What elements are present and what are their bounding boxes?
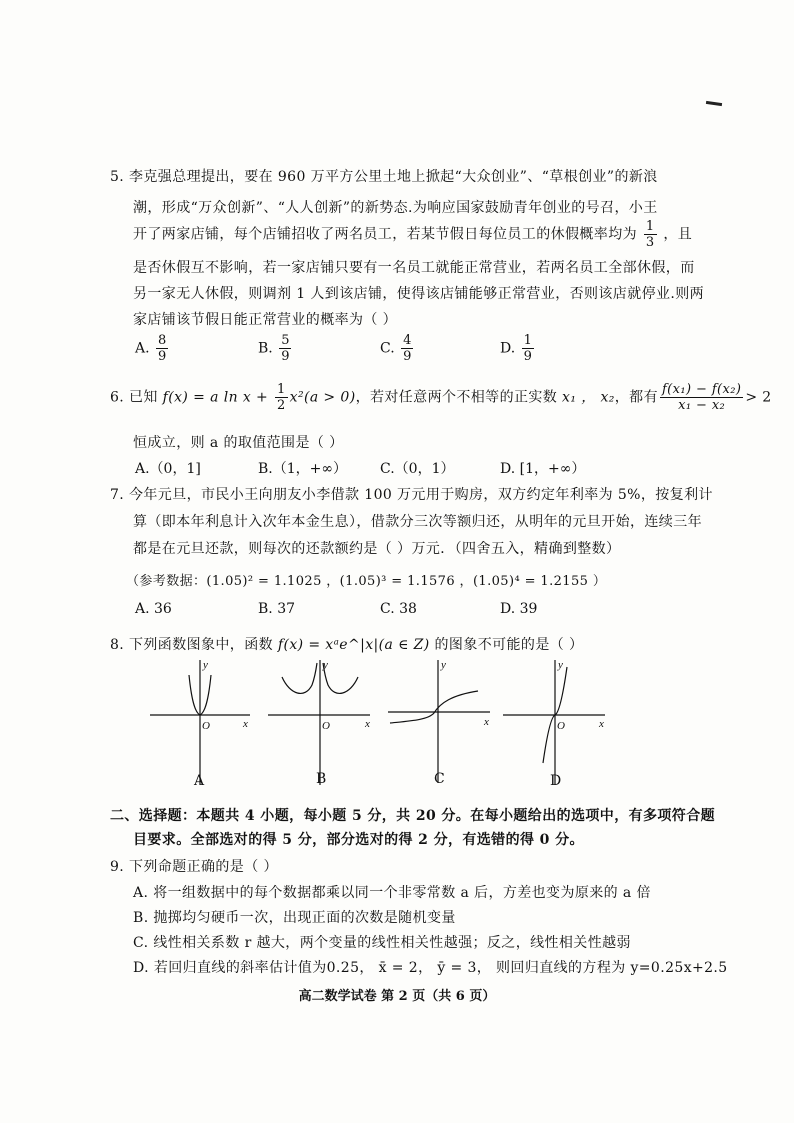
graph-c-curve [390, 691, 478, 723]
graph-d [503, 659, 605, 785]
graph-b-origin: O [322, 720, 330, 732]
section-2-line-1: 二、选择题：本题共 4 小题，每小题 5 分，共 20 分。在每小题给出的选项中，有多项符合题 [110, 808, 716, 824]
q8-graphs [0, 655, 794, 795]
graph-b [268, 659, 370, 785]
q6-line-2: 恒成立，则 a 的取值范围是（ ） [133, 435, 344, 451]
q5-line-5: 另一家无人休假，则调剂 1 人到该店铺，使得该店铺能够正常营业，否则该店就停业.则两 [133, 286, 705, 302]
q7-line-1: 7. 今年元旦，市民小王向朋友小李借款 100 万元用于购房，双方约定年利率为 5%，按复利计 [110, 487, 713, 503]
q5-d-den: 9 [523, 349, 532, 364]
q5-c-den: 9 [403, 349, 412, 364]
corner-mark [706, 101, 722, 106]
q5-option-b-frac [279, 333, 291, 364]
q9-option-a: A. 将一组数据中的每个数据都乘以同一个非零常数 a 后，方差也变为原来的 a 倍 [133, 885, 651, 901]
q6-option-a: A.（0，1] [135, 461, 201, 477]
q7-line-3: 都是在元旦还款，则每次的还款额约是（ ）万元．（四舍五入，精确到整数） [133, 541, 621, 557]
q6-half-fraction [275, 382, 288, 413]
q5-option-c-label: C. [380, 340, 395, 357]
q9-option-c: C. 线性相关系数 r 越大，两个变量的线性相关性越强；反之，线性相关性越弱 [133, 935, 631, 951]
graph-a-origin: O [202, 720, 210, 732]
graph-b-y-label: y [323, 659, 328, 671]
q9-option-d: D. 若回归直线的斜率估计值为0.25， x̄ = 2， ȳ = 3， 则回归直线的方程为 y=0.25x+2.5 [133, 960, 728, 976]
q6-option-d: D. [1，+∞） [500, 461, 586, 477]
q7-reference-data: （参考数据：(1.05)² = 1.1025 ，(1.05)³ = 1.1576 ，(1.05)⁴ = 1.2155 ） [126, 574, 607, 589]
q6-prefix: 6. 已知 [110, 389, 158, 406]
q7-line-2: 算（即本年利息计入次年本金生息），借款分三次等额归还，从明年的元旦开始，连续三年 [133, 514, 702, 530]
q5-line-2: 潮，形成“万众创新”、“人人创新”的新势态.为响应国家鼓励青年创业的号召，小王 [133, 200, 658, 216]
q6-mid2: ，都有 [614, 389, 658, 406]
graph-b-curve-right [323, 663, 358, 693]
q5-option-c [380, 333, 415, 364]
graph-c [388, 659, 490, 783]
q8-func: f(x) = xᵃe^|x|(a ∈ Z) [277, 637, 430, 653]
q6-frac-num: f(x₁) − f(x₂) [661, 382, 742, 397]
q5-option-b-label: B. [258, 340, 273, 357]
q5-b-num: 5 [281, 333, 290, 348]
q6-frac-den: x₁ − x₂ [678, 398, 726, 413]
q6-func: f(x) = a ln x + [162, 389, 273, 406]
q6-func-tail: x²(a > 0) [289, 389, 356, 406]
q5-option-d-label: D. [500, 340, 516, 357]
q8-prefix: 8. 下列函数图象中，函数 [110, 637, 274, 653]
q6-difference-quotient [660, 382, 743, 413]
graph-d-y-label: y [558, 659, 563, 671]
q5-probability-fraction [644, 219, 657, 250]
q5-line-3-text: 开了两家店铺，每个店铺招收了两名员工，若某节假日每位员工的休假概率均为 [133, 226, 637, 243]
q6-line-1 [110, 382, 772, 413]
q5-line-3 [133, 219, 692, 250]
graph-b-x-label: x [365, 718, 370, 730]
q5-option-b [258, 333, 293, 364]
q5-line-4: 是否休假互不影响，若一家店铺只要有一名员工就能正常营业，若两名员工全部休假，而 [133, 260, 695, 276]
q5-option-a-frac [156, 333, 168, 364]
q5-line-6: 家店铺该节假日能正常营业的概率为（ ） [133, 312, 398, 328]
q6-option-b: B.（1，+∞） [258, 461, 348, 477]
q5-prob-den: 3 [645, 235, 655, 250]
q9-stem: 9. 下列命题正确的是（ ） [110, 859, 278, 875]
graph-d-label: D [550, 773, 562, 789]
q6-vars: x₁ ， x₂ [562, 389, 615, 406]
q5-d-num: 1 [523, 333, 532, 348]
q7-option-c: C. 38 [380, 601, 417, 617]
q6-half-den: 2 [276, 398, 286, 413]
q8-suffix: 的图象不可能的是（ ） [434, 637, 584, 653]
q5-option-d [500, 333, 536, 364]
q5-option-a-label: A. [135, 340, 150, 357]
q6-ineq: > 2 [745, 389, 772, 406]
q9-option-b: B. 抛掷均匀硬币一次，出现正面的次数是随机变量 [133, 910, 456, 926]
q6-mid: ，若对任意两个不相等的正实数 [355, 389, 558, 406]
graph-d-x-label: x [599, 718, 604, 730]
q7-option-d: D. 39 [500, 601, 538, 617]
graph-c-label: C [434, 771, 445, 787]
q6-half-num: 1 [276, 382, 286, 397]
q7-option-a: A. 36 [135, 601, 172, 617]
q5-option-c-frac [401, 333, 413, 364]
graph-a [150, 659, 250, 785]
q5-a-den: 9 [158, 349, 167, 364]
graph-c-y-label: y [441, 659, 446, 671]
q5-c-num: 4 [403, 333, 412, 348]
section-2-line-2: 目要求。全部选对的得 5 分，部分选对的得 2 分，有选错的得 0 分。 [133, 832, 584, 848]
graph-a-x-label: x [243, 718, 248, 730]
q5-option-d-frac [522, 333, 534, 364]
q8-stem [110, 634, 583, 654]
q5-b-den: 9 [281, 349, 290, 364]
graph-d-origin: O [557, 720, 565, 732]
q5-line-1: 5. 李克强总理提出，要在 960 万平方公里土地上掀起“大众创业”、“草根创业”的新浪 [110, 169, 658, 185]
q5-line-3-tail: ，且 [663, 226, 693, 243]
graph-b-curve-left [282, 663, 317, 693]
graph-b-label: B [316, 771, 327, 787]
q6-option-c: C.（0，1） [380, 461, 455, 477]
graph-a-y-label: y [203, 659, 208, 671]
q7-option-b: B. 37 [258, 601, 296, 617]
graph-c-x-label: x [484, 716, 489, 728]
q5-a-num: 8 [158, 333, 167, 348]
graph-a-label: A [194, 773, 205, 789]
q5-option-a [135, 333, 170, 364]
q5-prob-num: 1 [645, 219, 655, 234]
page-footer: 高二数学试卷 第 2 页（共 6 页） [298, 989, 496, 1004]
